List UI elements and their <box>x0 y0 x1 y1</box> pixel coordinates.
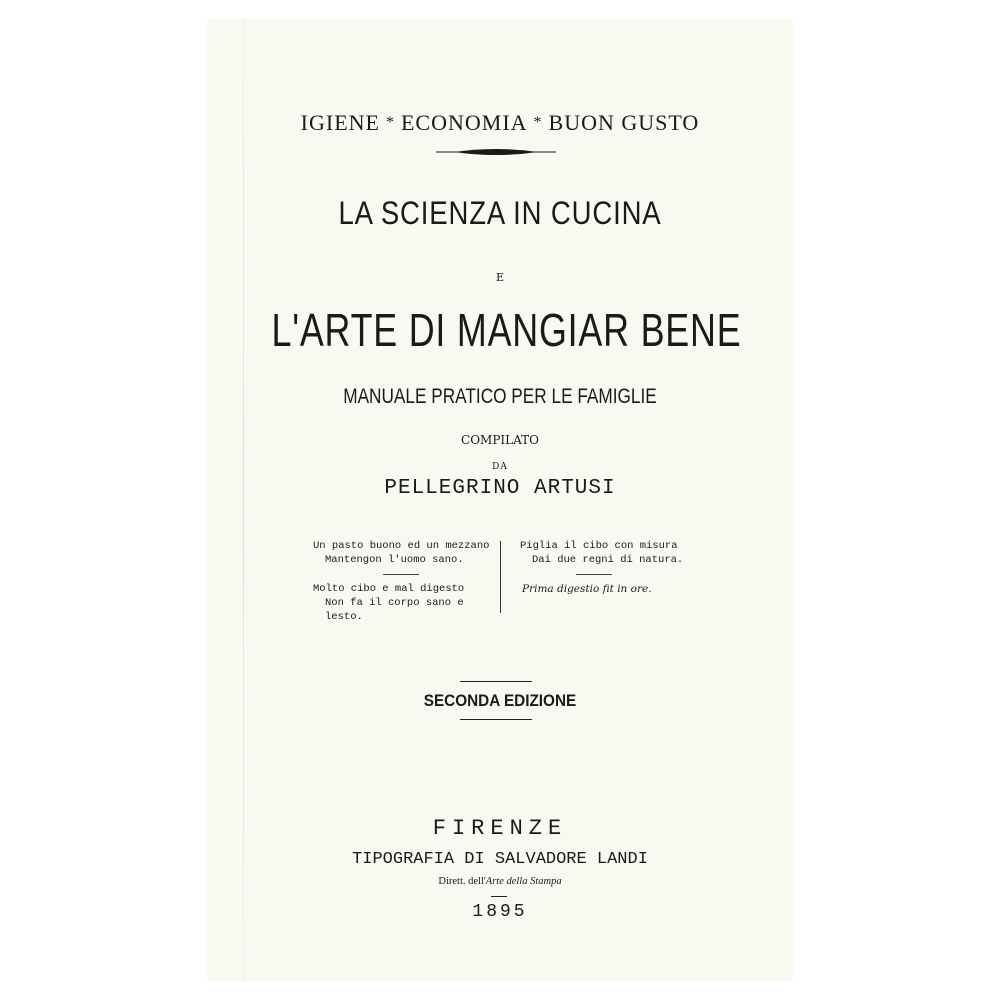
ornament-rule-icon <box>436 145 556 159</box>
edition-rule-top <box>460 681 532 682</box>
epigraph-latin-line: Prima digestio fit in ore. <box>522 583 652 595</box>
author-name: PELLEGRINO ARTUSI <box>384 477 616 500</box>
separator-star: * <box>385 114 395 131</box>
epigraph-line: Dai due regni di natura. <box>532 554 684 566</box>
epigraph-line: Molto cibo e mal digesto <box>313 583 465 595</box>
separator-star: * <box>533 114 543 131</box>
title-page <box>207 19 793 981</box>
subtitle: MANUALE PRATICO PER LE FAMIGLIE <box>343 385 657 408</box>
year-dash <box>491 896 507 897</box>
epigraph-line: Piglia il cibo con misura <box>520 540 678 552</box>
imprint-year: 1895 <box>472 902 528 922</box>
title-conjunction: E <box>495 271 505 284</box>
subject-igiene: IGIENE <box>300 110 380 135</box>
subject-economia: ECONOMIA <box>400 110 528 135</box>
short-divider <box>576 574 612 575</box>
imprint-city: FIRENZE <box>432 816 568 841</box>
main-title-line-1: LA SCIENZA IN CUCINA <box>338 195 662 231</box>
imprint-direction-title: Arte della Stampa <box>485 876 562 887</box>
subject-buon-gusto: BUON GUSTO <box>548 110 700 135</box>
main-title-line-2: L'ARTE DI MANGIAR BENE <box>271 304 742 356</box>
subject-line <box>207 110 793 136</box>
compiled-label: COMPILATO <box>461 433 539 447</box>
imprint-direction-prefix: Dirett. dell' <box>438 876 486 887</box>
epigraph-line: Non fa il corpo sano e lesto. <box>325 597 464 623</box>
imprint-printer: TIPOGRAFIA DI SALVADORE LANDI <box>352 850 648 869</box>
column-divider <box>500 541 501 613</box>
epigraph-left <box>313 539 493 624</box>
epigraph-right <box>520 539 690 596</box>
epigraph-block <box>307 539 693 623</box>
imprint-direction <box>207 876 793 887</box>
edition-label: SECONDA EDIZIONE <box>423 691 577 710</box>
by-label: DA <box>492 462 508 472</box>
epigraph-line: Un pasto buono ed un mezzano <box>313 540 490 552</box>
short-divider <box>383 574 419 575</box>
epigraph-line: Mantengon l'uomo sano. <box>325 554 464 566</box>
edition-rule-bottom <box>460 719 532 720</box>
